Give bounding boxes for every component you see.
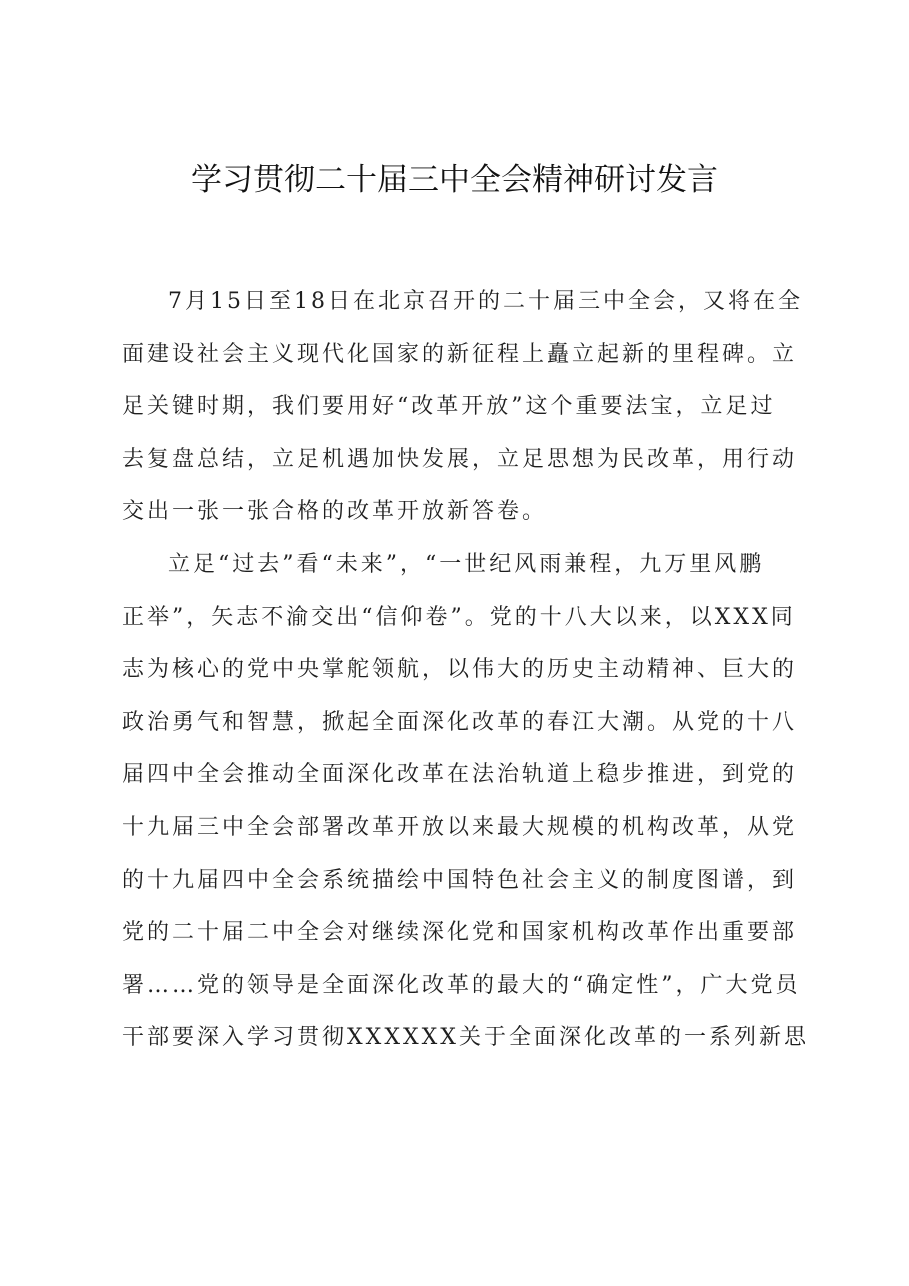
paragraph-2 [122, 539, 809, 1065]
document-body [122, 276, 809, 1065]
paragraph-line: 政治勇气和智慧，掀起全面深化改革的春江大潮。从党的十八 [122, 709, 798, 735]
paragraph-line: 立足“过去”看“未来”，“一世纪风雨兼程，九万里风鹏 [168, 551, 765, 577]
document-title: 学习贯彻二十届三中全会精神研讨发言 [191, 162, 718, 198]
paragraph-line: 届四中全会推动全面深化改革在法治轨道上稳步推进，到党的 [122, 762, 798, 788]
paragraph-line: 的十九届四中全会系统描绘中国特色社会主义的制度图谱，到 [122, 867, 798, 893]
paragraph-line: 署……党的领导是全面深化改革的最大的“确定性”，广大党员 [122, 972, 801, 998]
paragraph-line: 交出一张一张合格的改革开放新答卷。 [122, 499, 548, 525]
paragraph-line: 十九届三中全会部署改革开放以来最大规模的机构改革，从党 [122, 814, 798, 840]
paragraph-line: 正举”，矢志不渝交出“信仰卷”。党的十八大以来，以XXX同 [122, 604, 796, 630]
paragraph-line: 志为核心的党中央掌舵领航，以伟大的历史主动精神、巨大的 [122, 657, 798, 683]
paragraph-line: 足关键时期，我们要用好“改革开放”这个重要法宝，立足过 [122, 394, 776, 420]
paragraph-line: 7月15日至18日在北京召开的二十届三中全会，又将在全 [168, 289, 803, 314]
paragraph-1 [122, 276, 802, 539]
paragraph-line: 去复盘总结，立足机遇加快发展，立足思想为民改革，用行动 [122, 446, 798, 472]
paragraph-line: 干部要深入学习贯彻XXXXXX关于全面深化改革的一系列新思 [122, 1025, 809, 1051]
paragraph-line: 党的二十届二中全会对继续深化党和国家机构改革作出重要部 [122, 920, 798, 946]
paragraph-line: 面建设社会主义现代化国家的新征程上矗立起新的里程碑。立 [122, 341, 798, 367]
